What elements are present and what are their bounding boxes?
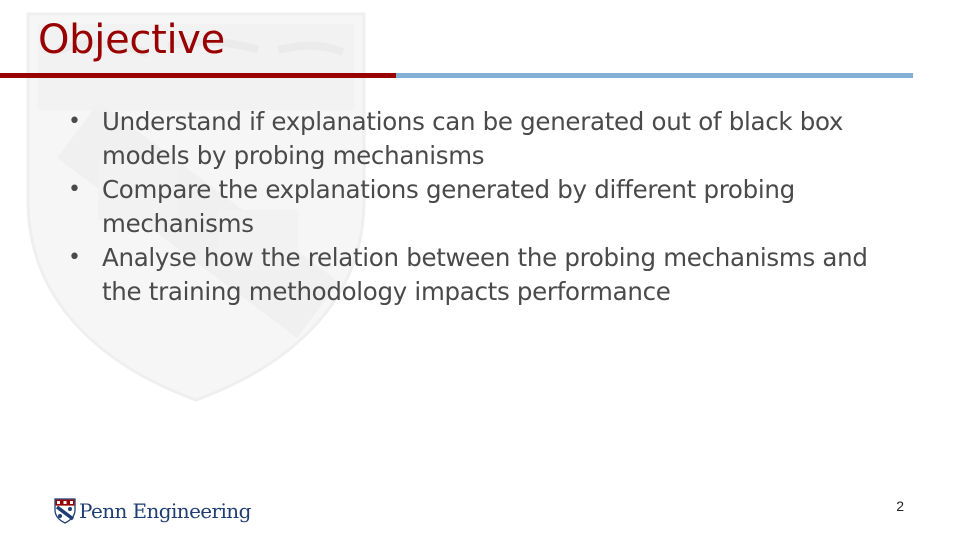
- bullet-dot: •: [68, 109, 81, 134]
- page-number: 2: [896, 498, 904, 514]
- slide-title: Objective: [38, 17, 225, 63]
- bullet-item: [68, 241, 888, 309]
- objective-bullet-list: [68, 105, 888, 309]
- bullet-item: [68, 105, 888, 173]
- bullet-dot: •: [68, 177, 81, 202]
- penn-shield-icon: [54, 498, 76, 524]
- bullet-text: Compare the explanations generated by different probing mechanisms: [102, 175, 795, 238]
- bullet-dot: •: [68, 245, 81, 270]
- penn-engineering-logo: [54, 494, 251, 528]
- bullet-item: [68, 173, 888, 241]
- bullet-text: Understand if explanations can be generated out of black box models by probing mechanisms: [102, 107, 844, 170]
- title-rule-blue: [396, 73, 913, 78]
- logo-text: Penn Engineering: [79, 499, 251, 523]
- bullet-text: Analyse how the relation between the probing mechanisms and the training methodology impacts performance: [102, 243, 868, 306]
- title-rule-red: [0, 73, 396, 78]
